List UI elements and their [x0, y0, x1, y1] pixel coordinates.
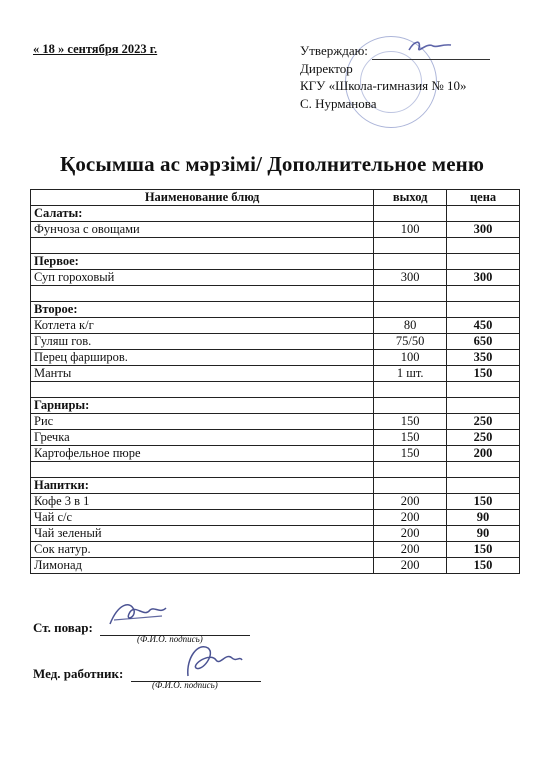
- output-cell: [374, 382, 447, 398]
- table-row: [31, 542, 520, 558]
- table-row: [31, 446, 520, 462]
- table-row: [31, 382, 520, 398]
- table-row: [31, 350, 520, 366]
- approve-org: КГУ «Школа-гимназия № 10»: [300, 78, 467, 93]
- price-cell: 350: [447, 350, 520, 366]
- dish-name-cell: Чай зеленый: [31, 526, 374, 542]
- output-cell: 80: [374, 318, 447, 334]
- table-row: [31, 414, 520, 430]
- table-row: [31, 318, 520, 334]
- price-cell: 150: [447, 494, 520, 510]
- dish-name-cell: Лимонад: [31, 558, 374, 574]
- dish-name-cell: Рис: [31, 414, 374, 430]
- output-cell: 200: [374, 526, 447, 542]
- chef-label: Ст. повар:: [33, 620, 93, 635]
- output-cell: [374, 254, 447, 270]
- price-cell: 150: [447, 366, 520, 382]
- price-cell: [447, 462, 520, 478]
- table-row: [31, 254, 520, 270]
- approve-role: Директор: [300, 60, 353, 76]
- price-cell: 250: [447, 414, 520, 430]
- price-cell: 650: [447, 334, 520, 350]
- output-cell: 75/50: [374, 334, 447, 350]
- dish-name-cell: Чай с/с: [31, 510, 374, 526]
- table-row: [31, 398, 520, 414]
- table-row: [31, 510, 520, 526]
- approve-signature-line: [372, 46, 490, 60]
- table-row: [31, 494, 520, 510]
- price-cell: [447, 238, 520, 254]
- price-cell: [447, 206, 520, 222]
- output-cell: [374, 286, 447, 302]
- approve-label: Утверждаю:: [300, 43, 368, 58]
- table-row: [31, 222, 520, 238]
- approve-name: С. Нурманова: [300, 95, 377, 111]
- table-row: [31, 302, 520, 318]
- output-cell: 150: [374, 446, 447, 462]
- medic-label: Мед. работник:: [33, 666, 124, 681]
- output-cell: 100: [374, 350, 447, 366]
- price-cell: 90: [447, 510, 520, 526]
- output-cell: [374, 302, 447, 318]
- price-cell: 450: [447, 318, 520, 334]
- table-row: [31, 558, 520, 574]
- column-header-output: выход: [374, 190, 447, 206]
- price-cell: 300: [447, 222, 520, 238]
- output-cell: 150: [374, 430, 447, 446]
- price-cell: 300: [447, 270, 520, 286]
- page-title: Қосымша ас мәрзімі/ Дополнительное меню: [60, 152, 484, 176]
- price-cell: 90: [447, 526, 520, 542]
- medic-signature-row: [33, 666, 261, 682]
- dish-name-cell: Фунчоза с овощами: [31, 222, 374, 238]
- output-cell: 200: [374, 558, 447, 574]
- output-cell: [374, 398, 447, 414]
- dish-name-cell: Первое:: [31, 254, 374, 270]
- price-cell: [447, 478, 520, 494]
- output-cell: [374, 206, 447, 222]
- dish-name-cell: Гарниры:: [31, 398, 374, 414]
- output-cell: 300: [374, 270, 447, 286]
- dish-name-cell: Котлета к/г: [31, 318, 374, 334]
- price-cell: [447, 254, 520, 270]
- table-row: [31, 430, 520, 446]
- dish-name-cell: Кофе 3 в 1: [31, 494, 374, 510]
- table-row: [31, 526, 520, 542]
- dish-name-cell: [31, 462, 374, 478]
- output-cell: 100: [374, 222, 447, 238]
- table-row: [31, 270, 520, 286]
- table-row: [31, 286, 520, 302]
- dish-name-cell: Картофельное пюре: [31, 446, 374, 462]
- output-cell: 200: [374, 542, 447, 558]
- price-cell: 200: [447, 446, 520, 462]
- column-header-price: цена: [447, 190, 520, 206]
- output-cell: [374, 238, 447, 254]
- table-row: [31, 478, 520, 494]
- price-cell: 250: [447, 430, 520, 446]
- approval-block: [300, 42, 490, 112]
- dish-name-cell: Гречка: [31, 430, 374, 446]
- dish-name-cell: Перец фарширов.: [31, 350, 374, 366]
- table-row: [31, 334, 520, 350]
- output-cell: [374, 478, 447, 494]
- price-cell: 150: [447, 558, 520, 574]
- price-cell: [447, 382, 520, 398]
- table-row: [31, 206, 520, 222]
- price-cell: [447, 286, 520, 302]
- chef-signature-note: (Ф.И.О. подпись): [137, 634, 203, 644]
- dish-name-cell: Суп гороховый: [31, 270, 374, 286]
- dish-name-cell: Второе:: [31, 302, 374, 318]
- table-row: [31, 462, 520, 478]
- output-cell: 150: [374, 414, 447, 430]
- dish-name-cell: [31, 382, 374, 398]
- dish-name-cell: Манты: [31, 366, 374, 382]
- output-cell: 1 шт.: [374, 366, 447, 382]
- dish-name-cell: [31, 286, 374, 302]
- table-row: [31, 238, 520, 254]
- output-cell: 200: [374, 510, 447, 526]
- table-row: [31, 366, 520, 382]
- output-cell: 200: [374, 494, 447, 510]
- date-line: « 18 » сентября 2023 г.: [33, 42, 158, 56]
- menu-table: [30, 189, 520, 574]
- price-cell: 150: [447, 542, 520, 558]
- table-header-row: [31, 190, 520, 206]
- price-cell: [447, 398, 520, 414]
- output-cell: [374, 462, 447, 478]
- medic-signature-note: (Ф.И.О. подпись): [152, 680, 218, 690]
- price-cell: [447, 302, 520, 318]
- dish-name-cell: Гуляш гов.: [31, 334, 374, 350]
- dish-name-cell: Сок натур.: [31, 542, 374, 558]
- dish-name-cell: Салаты:: [31, 206, 374, 222]
- dish-name-cell: Напитки:: [31, 478, 374, 494]
- dish-name-cell: [31, 238, 374, 254]
- column-header-name: Наименование блюд: [31, 190, 374, 206]
